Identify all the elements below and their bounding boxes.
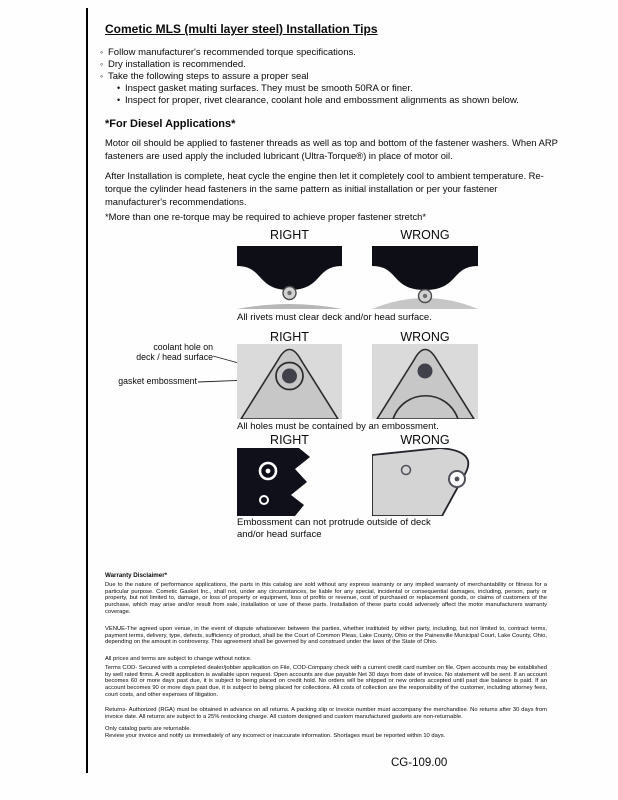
filled-bullet-icon: •	[117, 95, 121, 105]
warranty-paragraph-3: All prices and terms are subject to change without notice.	[105, 656, 252, 662]
coolant-hole-label-line1: coolant hole on	[153, 342, 213, 352]
gasket-embossment-label: gasket embossment	[118, 376, 197, 386]
right-label-protrude: RIGHT	[270, 433, 309, 447]
diagram-rivet-right	[237, 246, 342, 309]
tip-item	[100, 59, 246, 70]
diagram-protrude-right	[237, 448, 342, 516]
diagram-protrude-wrong	[372, 448, 478, 516]
protrude-caption-line1: Embossment can not protrude outside of deck	[237, 517, 431, 528]
tip-item	[100, 47, 356, 58]
sub-tip-item	[117, 83, 413, 94]
warranty-heading: Warranty Disclaimer*	[105, 572, 168, 579]
diagram-embossment-wrong	[372, 344, 478, 419]
left-border-rule	[86, 8, 88, 773]
wrong-label-holes: WRONG	[400, 330, 450, 344]
tip-text: Dry installation is recommended.	[108, 59, 246, 70]
wrong-label-protrude: WRONG	[400, 433, 450, 447]
warranty-paragraph-6: Only catalog parts are returnable.	[105, 726, 192, 732]
diesel-paragraph-1: Motor oil should be applied to fastener threads as well as top and bottom of the fastener washers. When ARP fasteners are used apply the included lubricant (Ultra-Torque®) in place of motor oil.	[105, 137, 558, 161]
sub-tip-item	[117, 95, 519, 106]
warranty-paragraph-1: Due to the nature of performance applications, the parts in this catalog are sold without any express warranty or any implied warranty of merchantability or fitness for a particular purpose. Cometic Gasket Inc., shall not, under any circumstances, be liable for any special, incidental or consequential damages, including, person, party or property, but not limited to, damage, or loss of property or equipment, loss of profits or revenue, cost of purchased or replacement goods, or claims of customers of the purchase, which may arise and/or result from sale, installation or use of these parts. Installation of these parts could adversely affect the motor manufacturers warranty coverage.	[105, 582, 547, 615]
diesel-heading: *For Diesel Applications*	[105, 118, 236, 130]
wrong-label-rivet: WRONG	[400, 228, 450, 242]
page-title: Cometic MLS (multi layer steel) Installation Tips	[105, 22, 378, 36]
warranty-paragraph-7: Review your invoice and notify us immediately of any incorrect or inaccurate information. Shortages must be reported within 10 days.	[105, 733, 446, 739]
right-label-holes: RIGHT	[270, 330, 309, 344]
diagram-embossment-right	[237, 344, 342, 419]
tip-text: Inspect gasket mating surfaces. They must be smooth 50RA or finer.	[125, 83, 413, 94]
open-bullet-icon: ◦	[100, 71, 104, 81]
open-bullet-icon: ◦	[100, 59, 104, 69]
warranty-paragraph-4: Terms COD- Secured with a completed dealer/jobber application on File, COD-Company check with a current credit card number on file. Open accounts may be established by well rated firms. A credit application is available upon request. Open accounts are due payable Net 30 days from date of invoice. No statement will be sent. If an account becomes 60 or more days past due, it is subject to being placed on credit hold. No orders will be shipped or new orders accepted until past due balance is paid. If an account becomes 90 or more days past due, it is subject to being placed for collections. All costs of collection are the responsibility of the customer, including attorney fees, court costs, and other expenses of litigation.	[105, 665, 547, 698]
holes-caption: All holes must be contained by an embossment.	[237, 421, 439, 432]
rivet-caption: All rivets must clear deck and/or head surface.	[237, 312, 432, 323]
protrude-caption-line2: and/or head surface	[237, 529, 322, 540]
filled-bullet-icon: •	[117, 83, 121, 93]
tip-text: Take the following steps to assure a proper seal	[108, 71, 309, 82]
tip-item	[100, 71, 309, 82]
retorque-note: *More than one re-torque may be required to achieve proper fastener stretch*	[105, 211, 427, 222]
tip-text: Follow manufacturer's recommended torque specifications.	[108, 47, 356, 58]
tip-text: Inspect for proper, rivet clearance, coolant hole and embossment alignments as shown below.	[125, 95, 519, 106]
open-bullet-icon: ◦	[100, 47, 104, 57]
diagram-rivet-wrong	[372, 246, 478, 309]
diesel-paragraph-2: After Installation is complete, heat cycle the engine then let it completely cool to ambient temperature. Re-torque the cylinder head fasteners in the same pattern as initial installation or per your fastener manufacturer's recommendations.	[105, 170, 544, 207]
page-code: CG-109.00	[391, 757, 448, 769]
warranty-paragraph-2: VENUE-The agreed upon venue, in the event of dispute whatsoever between the parties, whether instituted by either party, including, but not limited to, contract terms, payment terms, delivery, type, defects, sufficiency of product, shall be the Court of Common Pleas, Lake County, Ohio or the Painesville Municipal Court, Lake County, Ohio, depending on the amount in controversy. This agreement shall be governed by and construed under the laws of the State of Ohio.	[105, 626, 547, 646]
right-label-rivet: RIGHT	[270, 228, 309, 242]
coolant-hole-label-line2: deck / head surface	[136, 352, 213, 362]
warranty-paragraph-5: Returns- Authorized (RGA) must be obtained in advance on all returns. A packing slip or invoice number must accompany the merchandise. No returns after 30 days from invoice date. All returns are subject to a 25% restocking charge. All custom designed and custom manufactured gaskets are non-returnable.	[105, 707, 547, 720]
